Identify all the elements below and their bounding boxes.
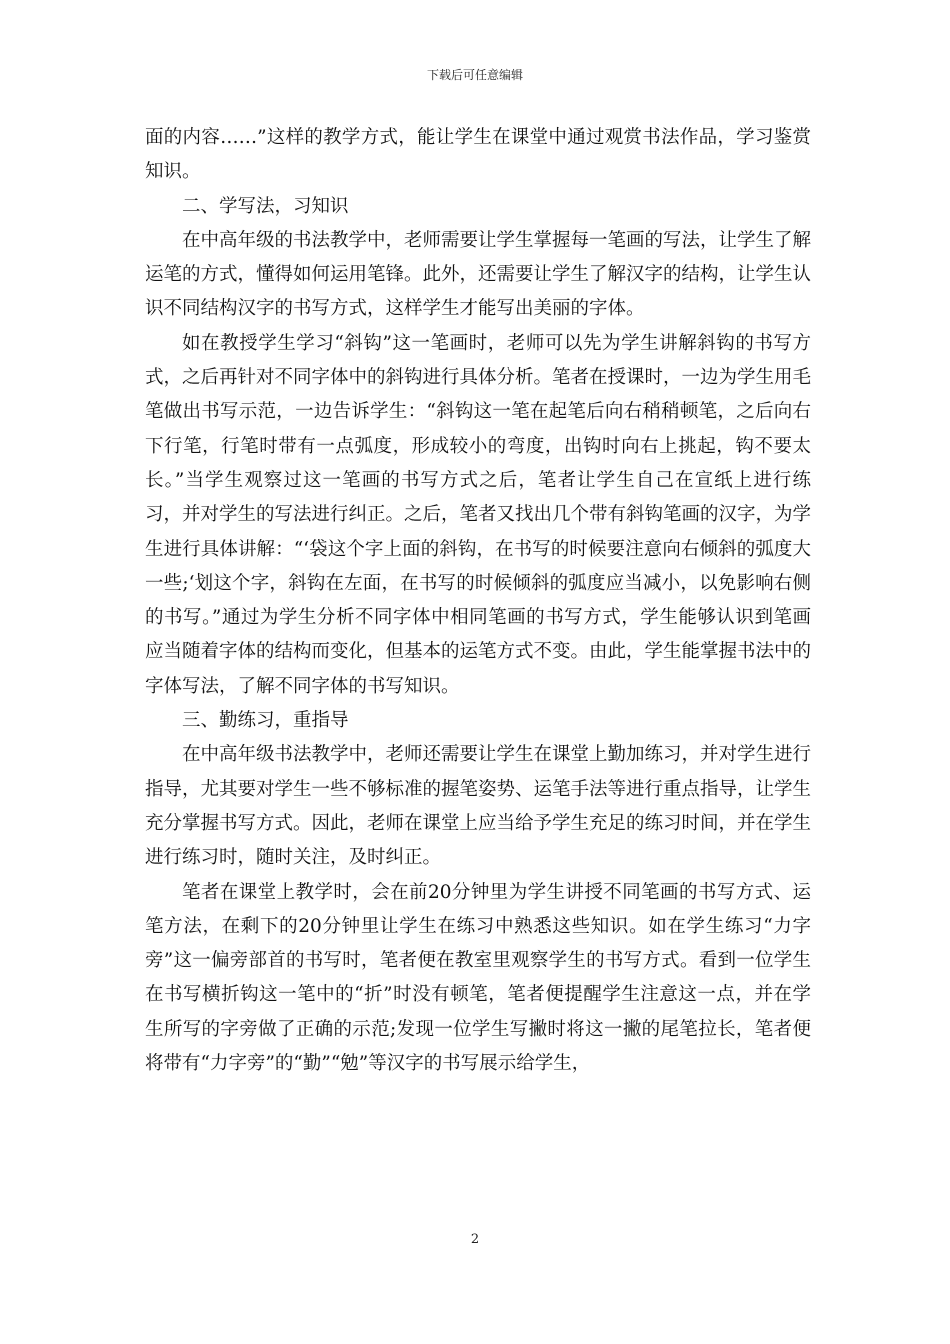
paragraph: 笔者在课堂上教学时，会在前20分钟里为学生讲授不同笔画的书写方式、运笔方法，在剩下的20分钟里让学生在练习中熟悉这些知识。如在学生练习“力字旁”这一偏旁部首的书写时，笔者便在教室里观察学生的书写方式。看到一位学生在书写横折钩这一笔中的“折”时没有顿笔，笔者便提醒学生注意这一点，并在学生所写的字旁做了正确的示范;发现一位学生写撇时将这一撇的尾笔拉长，笔者便将带有“力字旁”的“勤”“勉”等汉字的书写展示给学生，: [145, 881, 811, 1075]
paragraph: 在中高年级的书法教学中，老师需要让学生掌握每一笔画的写法，让学生了解运笔的方式，懂得如何运用笔锋。此外，还需要让学生了解汉字的结构，让学生认识不同结构汉字的书写方式，这样学生才能写出美丽的字体。: [145, 229, 812, 320]
paragraph: 在中高年级书法教学中，老师还需要让学生在课堂上勤加练习，并对学生进行指导，尤其要对学生一些不够标准的握笔姿势、运笔手法等进行重点指导，让学生充分掌握书写方式。因此，老师在课堂上应当给予学生充足的练习时间，并在学生进行练习时，随时关注，及时纠正。: [145, 744, 812, 869]
page-header: 下载后可任意编辑: [426, 68, 523, 82]
document-body: [145, 121, 811, 1081]
paragraph: 如在教授学生学习“斜钩”这一笔画时，老师可以先为学生讲解斜钩的书写方式，之后再针对不同字体中的斜钩进行具体分析。笔者在授课时，一边为学生用毛笔做出书写示范，一边告诉学生：“斜钩这一笔在起笔后向右稍稍顿笔，之后向右下行笔，行笔时带有一点弧度，形成较小的弯度，出钩时向右上挑起，钩不要太长。”当学生观察过这一笔画的书写方式之后，笔者让学生自己在宣纸上进行练习，并对学生的写法进行纠正。之后，笔者又找出几个带有斜钩笔画的汉字，为学生进行具体讲解：“‘袋这个字上面的斜钩，在书写的时候要注意向右倾斜的弧度大一些;‘划这个字，斜钩在左面，在书写的时候倾斜的弧度应当减小，以免影响右侧的书写。”通过为学生分析不同字体中相同笔画的书写方式，学生能够认识到笔画应当随着字体的结构而变化，但基本的运笔方式不变。由此，学生能掌握书法中的字体写法，了解不同字体的书写知识。: [145, 332, 812, 697]
section-heading-3: 三、勤练习，重指导: [182, 710, 349, 732]
page-number: 2: [470, 1232, 480, 1247]
paragraph-continuation: 面的内容……”这样的教学方式，能让学生在课堂中通过观赏书法作品，学习鉴赏知识。: [145, 127, 811, 183]
section-heading-2: 二、学写法，习知识: [182, 195, 349, 217]
